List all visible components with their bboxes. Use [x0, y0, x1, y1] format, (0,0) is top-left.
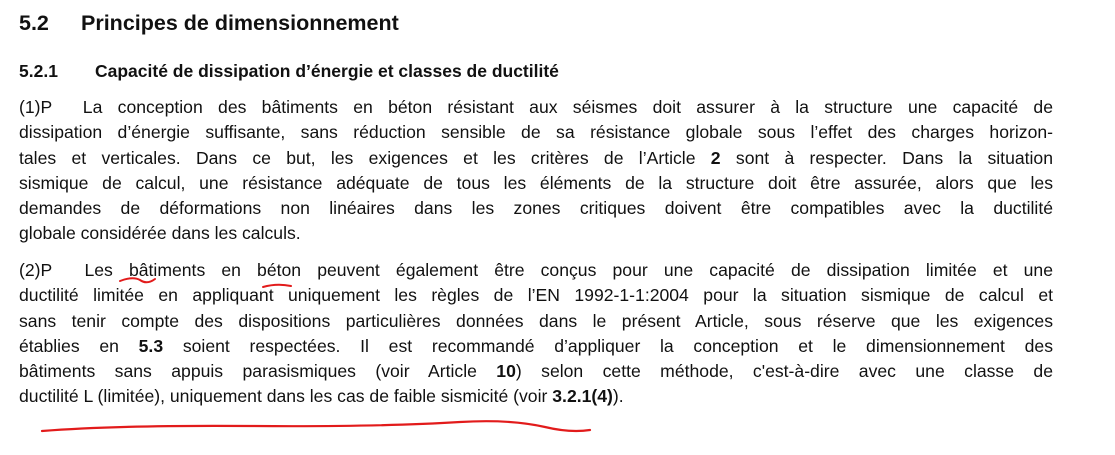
paragraph-2-line-5: [19, 359, 1053, 384]
paragraph-2-line-6: [19, 384, 1053, 409]
section-heading: [19, 11, 399, 36]
paragraph-1-line-2: dissipation d’énergie suffisante, sans réduction sensible de sa résistance globale sous l’effet des charges horizon-: [19, 122, 1053, 143]
paragraph-2-line-1: (2)P Les bâtiments en béton peuvent également être conçus pour une capacité de dissipation limitée et une: [19, 260, 1053, 280]
subsection-number: 5.2.1: [19, 61, 58, 81]
line-6-text-b: ).: [612, 386, 624, 407]
article-10-reference: 10: [496, 361, 516, 382]
line-5-text-b: ) selon cette méthode, c'est-à-dire avec une classe de: [515, 361, 1053, 382]
line-6-text-a: ductilité L (limitée), uniquement dans les cas de faible sismicité (voir: [19, 386, 553, 407]
paragraph-2: [19, 258, 1053, 410]
paragraph-2-line-3: sans tenir compte des dispositions particulières données dans le présent Article, sous réserve que les exigences: [19, 310, 1053, 331]
paragraph-1-line-1: (1)P La conception des bâtiments en béton résistant aux séismes doit assurer à la structure une capacité de: [19, 97, 1053, 117]
paragraph-1-line-3: [19, 146, 1053, 171]
line-3-text-b: sont à respecter. Dans la situation: [720, 147, 1054, 168]
subsection-heading: [19, 61, 559, 82]
line-4-text-a: établies en: [19, 335, 139, 356]
line-4-text-b: soient respectées. Il est recommandé d’appliquer la conception et le dimensionnement des: [163, 335, 1053, 356]
paragraph-1-line-6: globale considérée dans les calculs.: [19, 223, 301, 244]
paragraph-2-line-2: ductilité limitée en appliquant uniquement les règles de l’EN 1992-1-1:2004 pour la situation sismique de calcul et: [19, 285, 1053, 306]
line-3-text-a: tales et verticales. Dans ce but, les exigences et les critères de l’Article: [19, 147, 711, 168]
paragraph-1: [19, 95, 1053, 247]
article-2-reference: 2: [710, 147, 721, 168]
red-underline: [42, 421, 590, 431]
subsection-title: Capacité de dissipation d’énergie et classes de ductilité: [95, 61, 559, 81]
paragraph-2-line-4: [19, 334, 1053, 359]
paragraph-1-line-4: sismique de calcul, une résistance adéquate de tous les éléments de la structure doit être assurée, alors que les: [19, 172, 1053, 193]
section-5-3-reference: 5.3: [138, 335, 164, 356]
section-title: Principes de dimensionnement: [81, 11, 399, 35]
line-5-text-a: bâtiments sans appuis parasismiques (voir Article: [19, 361, 497, 382]
clause-3-2-1-4-reference: 3.2.1(4): [552, 386, 613, 407]
section-number: 5.2: [19, 11, 49, 35]
paragraph-1-line-5: demandes de déformations non linéaires dans les zones critiques doivent être compatibles avec la ductilité: [19, 198, 1053, 219]
